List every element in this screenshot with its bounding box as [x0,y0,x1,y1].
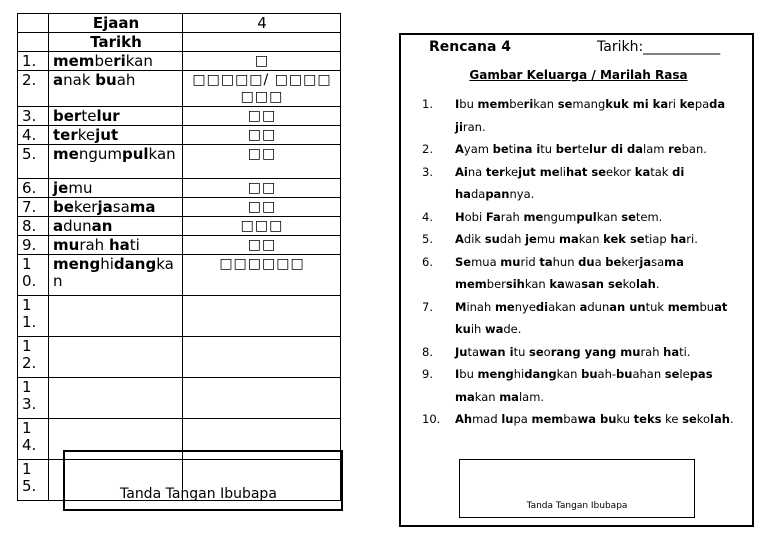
date-blank-cell [18,33,49,52]
table-row [18,198,341,217]
row-number: 4. [18,126,49,145]
sentence-text: Semua murid tahun dua bekerjasama membersihkan kawasan sekolah. [455,254,684,291]
word-meaning: □□ [183,107,341,126]
row-number: 11. [18,296,49,337]
sentence-text: Hobi Farah mengumpulkan setem. [455,209,663,224]
signature-label: Tanda Tangan Ibubapa [526,501,628,511]
spelling-word: mengumpulkan [49,145,183,179]
word-meaning: □□ [183,179,341,198]
spelling-word: bertelur [49,107,183,126]
sentence-list [401,93,745,431]
table-row [18,217,341,236]
row-number: 2. [18,71,49,107]
spelling-word: jemu [49,179,183,198]
table-row [18,236,341,255]
sentence-number: 2. [422,142,433,156]
spelling-table [17,13,341,501]
sentence-text: Jutawan itu seorang yang murah hati. [455,344,691,359]
table-row [18,179,341,198]
sentence-number: 9. [422,367,433,381]
word-meaning: □ [183,52,341,71]
header-word: Ejaan [49,14,183,33]
row-number: 9. [18,236,49,255]
table-row [18,107,341,126]
row-number: 5. [18,145,49,179]
word-meaning [183,337,341,378]
date-value-cell [183,33,341,52]
word-meaning [183,296,341,337]
spelling-word: terkejut [49,126,183,145]
word-meaning: □□□ [183,217,341,236]
row-number: 13. [18,378,49,419]
row-number: 7. [18,198,49,217]
spelling-word [49,337,183,378]
spelling-word: menghidangkan [49,255,183,296]
spelling-word: memberikan [49,52,183,71]
sentence-item [401,228,745,251]
sentence-item [401,138,745,161]
sentence-item [401,408,745,431]
signature-label: Tanda Tangan Ibubapa [120,486,277,502]
sentence-item [401,161,745,206]
header-number: 4 [183,14,341,33]
spelling-word: anak buah [49,71,183,107]
sentence-number: 3. [422,164,433,179]
table-row [18,71,341,107]
word-meaning: □□ [183,126,341,145]
header-blank-cell [18,14,49,33]
row-number: 6. [18,179,49,198]
row-number: 12. [18,337,49,378]
passage-subtitle: Gambar Keluarga / Marilah Rasa [469,68,688,82]
passage-title: Rencana 4 [429,39,512,55]
row-number: 15. [18,460,49,501]
word-meaning [183,378,341,419]
row-number: 10. [18,255,49,296]
sentence-text: Minah menyediakan adunan untuk membuat kuih wade. [455,299,728,336]
sentence-number: 5. [422,232,433,246]
date-label: Tarikh [49,33,183,52]
sentence-number: 7. [422,299,433,314]
row-number: 14. [18,419,49,460]
reading-passage-panel [399,33,754,527]
row-number: 8. [18,217,49,236]
table-row [18,337,341,378]
signature-box [459,459,695,518]
sentence-text: Adik sudah jemu makan kek setiap hari. [455,232,698,246]
sentence-text: Ayam betina itu bertelur di dalam reban. [455,142,707,156]
sentence-number: 8. [422,344,433,359]
sentence-number: 1. [422,97,433,111]
table-row [18,52,341,71]
table-row [18,296,341,337]
word-meaning: □□□□□/ □□□□□□□ [183,71,341,107]
spelling-word [49,378,183,419]
spelling-word [49,296,183,337]
table-row [18,145,341,179]
sentence-number: 6. [422,254,433,269]
word-meaning: □□ [183,198,341,217]
sentence-number: 10. [422,412,441,426]
sentence-text: Ahmad lupa membawa buku teks ke sekolah. [455,412,734,426]
sentence-number: 4. [422,209,433,224]
sentence-item [401,251,745,296]
spelling-word: bekerjasama [49,198,183,217]
sentence-text: Aina terkejut melihat seekor katak di hadapannya. [455,164,685,201]
sentence-item [401,363,745,408]
sentence-item [401,206,745,229]
sentence-item [401,93,745,138]
word-meaning: □□ [183,236,341,255]
spelling-word: adunan [49,217,183,236]
word-meaning: □□□□□□ [183,255,341,296]
table-row [18,255,341,296]
passage-date-label: Tarikh:___________ [597,39,721,55]
row-number: 1. [18,52,49,71]
sentence-item [401,296,745,341]
word-meaning: □□ [183,145,341,179]
sentence-text: Ibu menghidangkan buah-buahan selepas makan malam. [455,367,713,404]
sentence-item [401,341,745,364]
row-number: 3. [18,107,49,126]
sentence-text: Ibu memberikan semangkuk mi kari kepada jiran. [455,97,726,134]
table-row [18,126,341,145]
table-row [18,378,341,419]
spelling-word: murah hati [49,236,183,255]
